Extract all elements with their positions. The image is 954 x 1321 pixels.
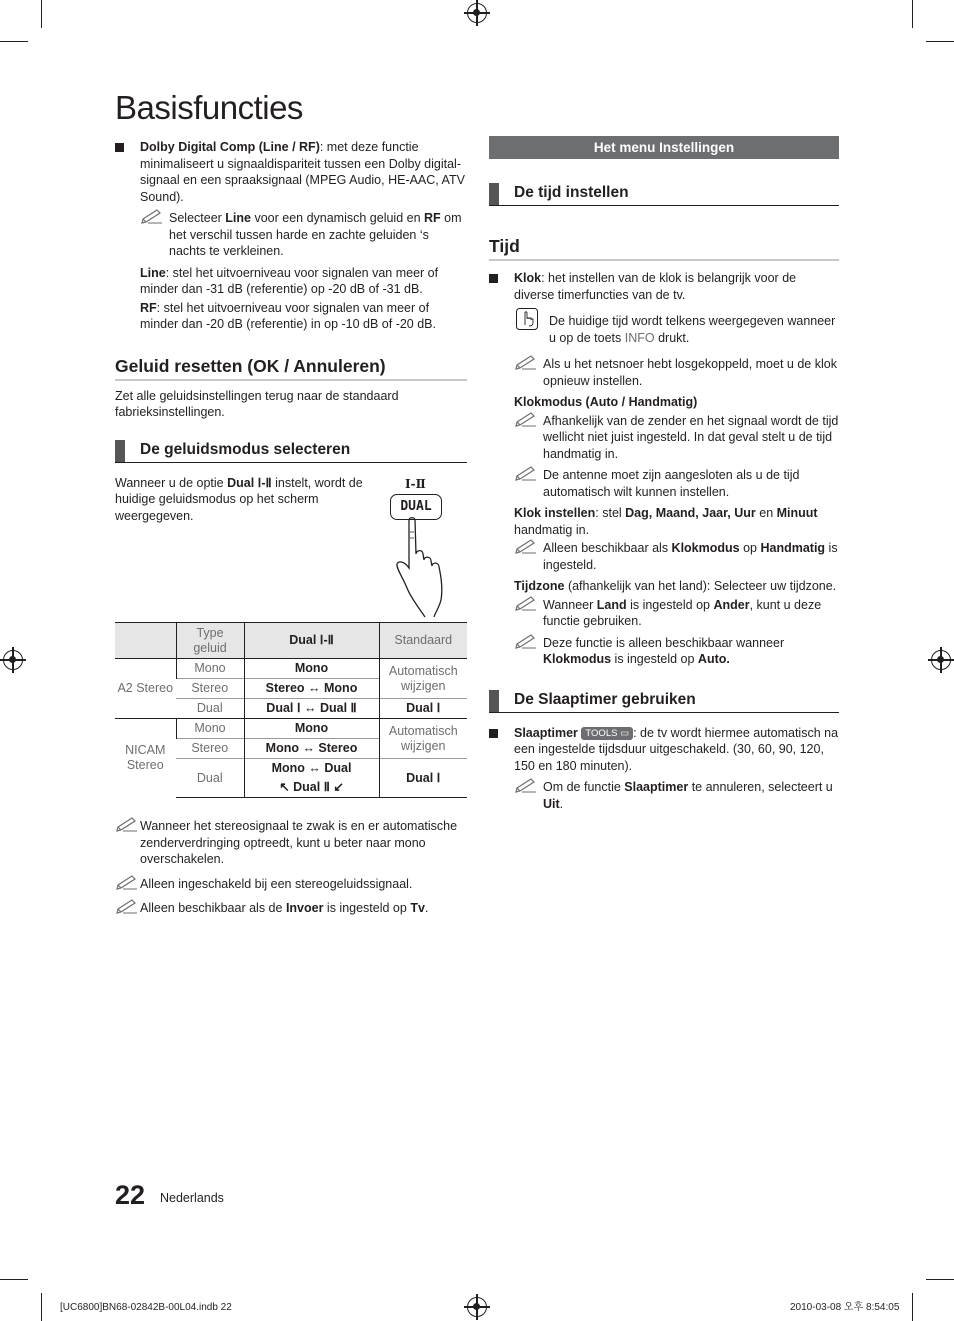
note: Alleen beschikbaar als Klokmodus op Handmatig is ingesteld. [514, 540, 839, 573]
note-pencil-icon [514, 634, 538, 650]
dolby-item: Dolby Digital Comp (Line / RF): met deze functie minimaliseert u signaaldispariteit tussen een Dolby digital-signaal en een spraaksignaal (MPEG Audio, HE-AAC, ATV Sound). Selecteer Line voor een dynamisch geluid en RF om het verschil tussen harde en zachte geluiden ‘s nachts te verkleinen. Line: stel het uitvoerniveau voor signalen van meer of minder dan -31 dB (referentie) op -20 dB of -31 dB. RF: stel het uitvoerniveau voor signalen van meer of minder dan -20 dB (referentie) in op -10 dB of -20 dB. [115, 139, 467, 333]
table-header-cell [115, 623, 176, 659]
note-pencil-icon [514, 412, 538, 428]
crop-mark [41, 1293, 42, 1321]
sound-mode-table [115, 622, 467, 798]
page-title: Basisfuncties [115, 89, 303, 126]
klok-instellen-text: Klok instellen: stel Dag, Maand, Jaar, Uur en Minuut handmatig in. [514, 506, 818, 537]
crop-mark [41, 0, 42, 28]
klok-item: Klok: het instellen van de klok is belangrijk voor de diverse timerfuncties van de tv. De huidige tijd wordt telkens weergegeven wanneer u op de toets INFO drukt. Als u het netsnoer hebt losgekoppeld, moet u de klok opnieuw instellen. Klokmodus (Auto / Handmatig) Afhankelijk van de zender en het signaal wordt de tijd wellicht niet juist ingesteld. In dat geval stelt u de tijd handmatig in. De antenne moet zijn aangesloten als u de tijd automatisch wilt kunnen instellen. Klok instellen: stel Dag, Maand, Jaar, Uur en Minuut handmatig in. Alleen beschikbaar als Klokmodus op Handmatig is ingesteld. Tijdzone (afhankelijk van het land): Selecteer uw tijdzone. Wanneer Land is ingesteld op Ander, kunt u deze functie gebruiken. Deze functie is alleen beschikbaar wanneer Klokmodus is ingesteld op Auto. [489, 270, 839, 668]
note: Wanneer het stereosignaal te zwak is en er automatische zenderverdringing optreedt, kunt u beter naar mono overschakelen. [115, 818, 467, 868]
time-settings-heading: De tijd instellen [489, 183, 839, 206]
note-pencil-icon [514, 466, 538, 482]
note: Alleen ingeschakeld bij een stereogeluidssignaal. [115, 876, 467, 893]
remote-dual-illustration [385, 476, 467, 618]
remote-label: Ⅰ-Ⅱ [405, 477, 426, 491]
registration-mark-icon [467, 1297, 487, 1317]
table-notes [115, 818, 467, 917]
note-pencil-icon [514, 539, 538, 555]
right-column [489, 136, 839, 812]
registration-mark-icon [467, 3, 487, 23]
table-cell: Dual [176, 759, 244, 798]
crop-mark [926, 41, 954, 42]
table-cell: Mono [176, 719, 244, 739]
table-cell: Mono [244, 719, 379, 739]
table-header-cell: Dual Ⅰ-Ⅱ [244, 623, 379, 659]
table-header-cell: Standaard [379, 623, 467, 659]
table-cell: Dual Ⅰ [379, 699, 467, 719]
bullet-square-icon [115, 143, 124, 152]
reset-heading: Geluid resetten (OK / Annuleren) [115, 355, 467, 381]
table-cell: Mono ↔ Dual ↖ Dual Ⅱ ↙ [244, 759, 379, 798]
table-row [115, 719, 467, 739]
table-cell: Automatisch wijzigen [379, 659, 467, 699]
note-pencil-icon [514, 355, 538, 371]
note-pencil-icon [140, 209, 164, 225]
table-cell: Dual [176, 699, 244, 719]
klokmodus-title: Klokmodus (Auto / Handmatig) [514, 395, 698, 409]
table-cell: Stereo [176, 739, 244, 759]
pointing-hand-icon [385, 516, 467, 618]
reset-text: Zet alle geluidsinstellingen terug naar de standaard fabrieksinstellingen. [115, 388, 399, 419]
sleep-timer-heading: De Slaaptimer gebruiken [489, 690, 839, 713]
dual-button: DUAL [390, 494, 442, 520]
note: Alleen beschikbaar als de Invoer is ingesteld op Tv. [115, 900, 467, 917]
footer-language: Nederlands [160, 1191, 224, 1205]
table-row [115, 659, 467, 679]
note: De antenne moet zijn aangesloten als u de tijd automatisch wilt kunnen instellen. [514, 467, 839, 500]
table-cell: Dual Ⅰ ↔ Dual Ⅱ [244, 699, 379, 719]
registration-mark-icon [3, 650, 23, 670]
table-header-row [115, 623, 467, 659]
crop-mark [926, 1279, 954, 1280]
tijdzone-text: Tijdzone (afhankelijk van het land): Selecteer uw tijdzone. [514, 579, 837, 593]
table-cell: Automatisch wijzigen [379, 719, 467, 759]
table-cell: Stereo ↔ Mono [244, 679, 379, 699]
note: Afhankelijk van de zender en het signaal wordt de tijd wellicht niet juist ingesteld. In dat geval stelt u de tijd handmatig in. [514, 413, 839, 463]
table-cell: Stereo [176, 679, 244, 699]
bullet-square-icon [489, 729, 498, 738]
menu-banner: Het menu Instellingen [489, 136, 839, 159]
sound-mode-text: Wanneer u de optie Dual Ⅰ-Ⅱ instelt, wordt de huidige geluidsmodus op het scherm weergegeven. [115, 475, 363, 523]
table-cell: NICAM Stereo [115, 719, 176, 798]
sound-mode-heading: De geluidsmodus selecteren [115, 440, 467, 463]
note: Wanneer Land is ingesteld op Ander, kunt u deze functie gebruiken. [514, 597, 839, 630]
note: Selecteer Line voor een dynamisch geluid en RF om het verschil tussen harde en zachte geluiden ‘s nachts te verkleinen. [140, 210, 467, 260]
crop-mark [0, 41, 28, 42]
rf-description: RF: stel het uitvoerniveau voor signalen van meer of minder dan -20 dB (referentie) in op -10 dB of -20 dB. [140, 300, 436, 331]
line-description: Line: stel het uitvoerniveau voor signalen van meer of minder dan -31 dB (referentie) op -20 dB of -31 dB. [140, 265, 439, 296]
hand-press-icon [516, 308, 538, 330]
slug-date: 2010-03-08 오후 8:54:05 [790, 1302, 900, 1313]
note: Om de functie Slaaptimer te annuleren, selecteert u Uit. [514, 779, 839, 812]
table-cell: Mono [176, 659, 244, 679]
bullet-square-icon [489, 274, 498, 283]
registration-mark-icon [931, 650, 951, 670]
note-pencil-icon [115, 817, 139, 833]
table-cell: Mono [244, 659, 379, 679]
table-cell: Mono ↔ Stereo [244, 739, 379, 759]
left-column [115, 139, 467, 524]
note: Deze functie is alleen beschikbaar wanneer Klokmodus is ingesteld op Auto. [514, 635, 839, 668]
sleep-item: Slaaptimer TOOLS ▭ : de tv wordt hiermee automatisch na een ingestelde tijdsduur uitgeschakeld. (30, 60, 90, 120, 150 en 180 minuten). Om de functie Slaaptimer te annuleren, selecteert u Uit. [489, 725, 839, 813]
tijd-heading: Tijd [489, 235, 839, 261]
note-pencil-icon [115, 875, 139, 891]
note-pencil-icon [115, 899, 139, 915]
crop-mark [912, 0, 913, 28]
crop-mark [912, 1293, 913, 1321]
table-cell: A2 Stereo [115, 659, 176, 719]
slug-file: [UC6800]BN68-02842B-00L04.indb 22 [60, 1302, 232, 1313]
table-header-cell: Type geluid [176, 623, 244, 659]
info-note: De huidige tijd wordt telkens weergegeven wanneer u op de toets INFO drukt. [514, 313, 839, 346]
table-cell: Dual Ⅰ [379, 759, 467, 798]
note-pencil-icon [514, 778, 538, 794]
crop-mark [0, 1279, 28, 1280]
tools-key-icon: TOOLS ▭ [581, 727, 633, 740]
note-pencil-icon [514, 596, 538, 612]
page-number: 22 [115, 1180, 146, 1210]
note: Als u het netsnoer hebt losgekoppeld, moet u de klok opnieuw instellen. [514, 356, 839, 389]
